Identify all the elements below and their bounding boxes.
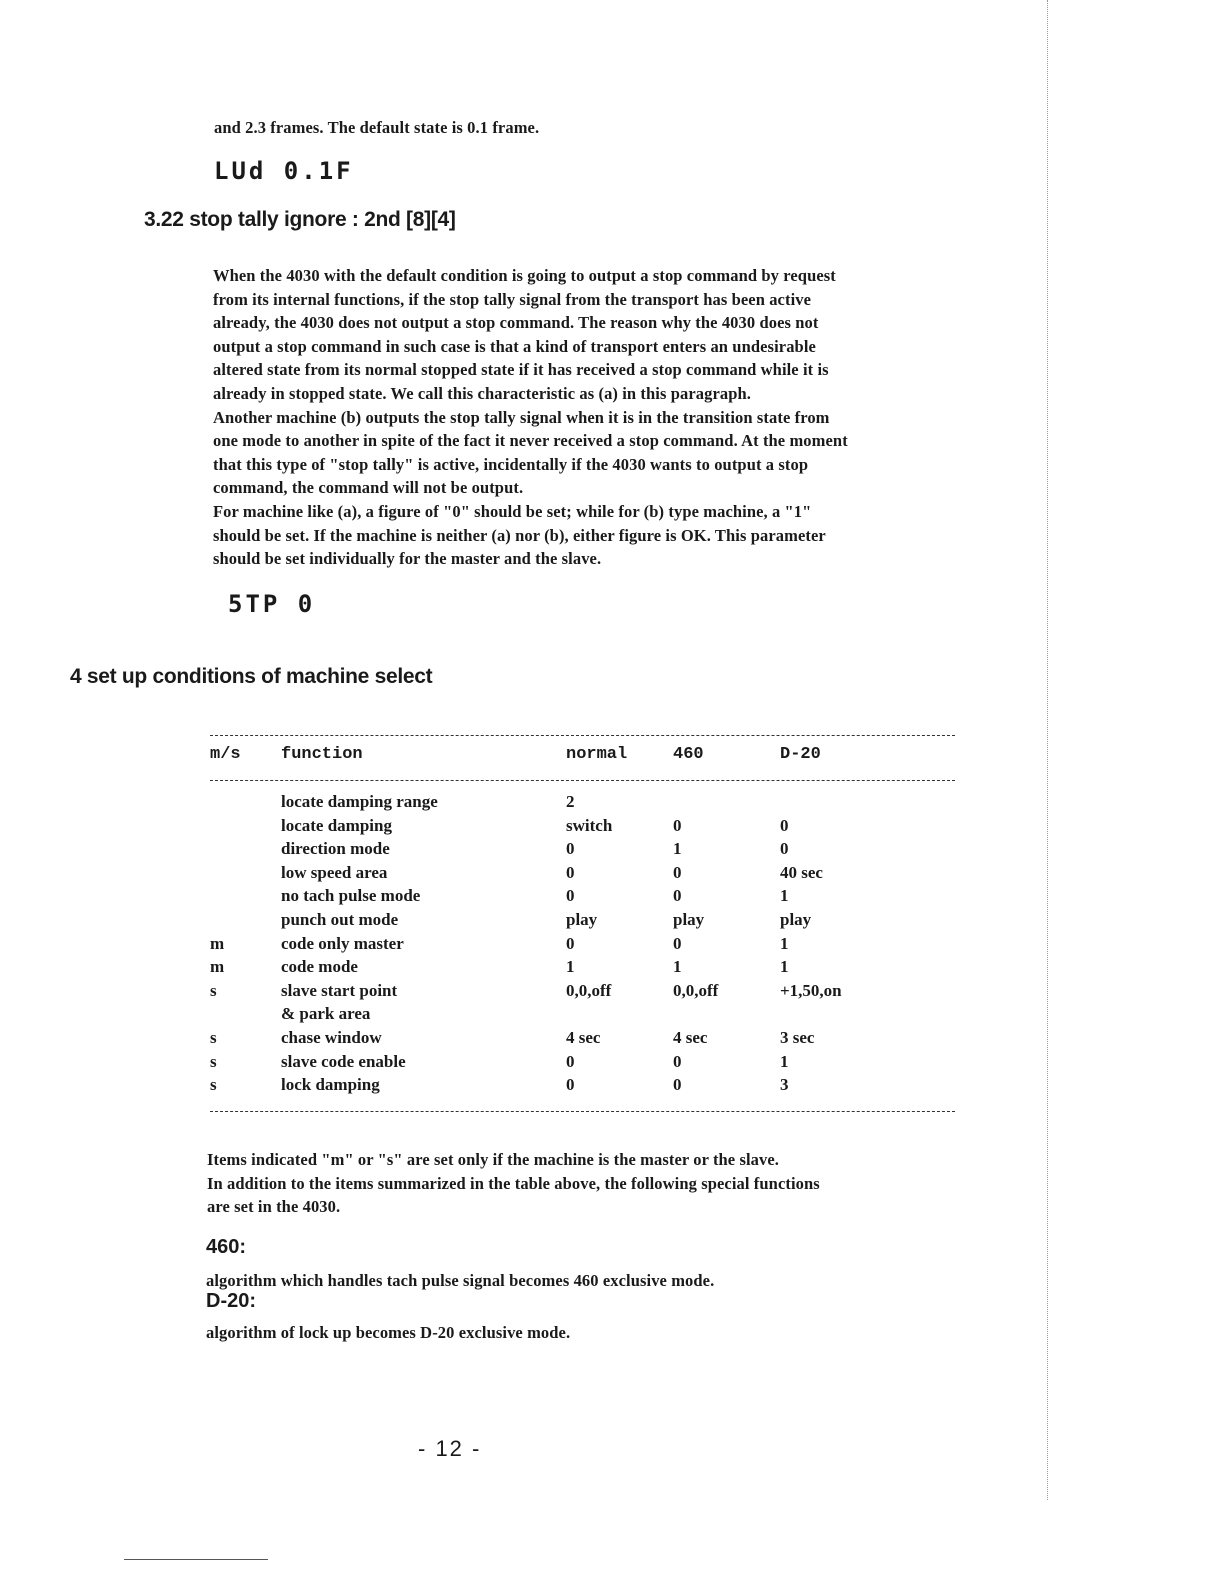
cell-460: 0 [673,933,682,953]
table-header-row [0,745,1224,769]
cell-function: punch out mode [281,910,399,929]
cell-normal: 4 sec [566,1028,601,1047]
cell-ms: s [210,1028,217,1047]
para-line: one mode to another in spite of the fact it never received a stop command. At the moment [213,431,848,451]
cell-d20: 0 [780,815,789,835]
para-line: should be set individually for the master and the slave. [213,549,602,569]
cell-460: 0 [673,862,682,882]
page-number: - 12 - [418,1436,482,1461]
cell-function: low speed area [281,862,388,882]
cell-function: locate damping [281,815,392,835]
header-ms: m/s [210,745,241,764]
table-header-rule [210,780,955,781]
cell-ms: s [210,980,217,1000]
cell-460: 0 [673,1051,682,1071]
table-row [0,957,1224,981]
table-row [0,1075,1224,1099]
special-d20-text: algorithm of lock up becomes D-20 exclusive mode. [206,1323,571,1342]
table-row [0,910,1224,934]
table-row [0,934,1224,958]
header-normal: normal [566,745,628,764]
cell-460: 0 [673,1075,682,1095]
section-title: stop tally ignore : 2nd [8][4] [189,208,456,231]
header-d20: D-20 [780,745,821,764]
para-line: that this type of "stop tally" is active, incidentally if the 4030 wants to output a stop [213,454,809,474]
para-line: For machine like (a), a figure of "0" should be set; while for (b) type machine, a "1" [213,501,812,521]
cell-460: play [673,910,705,929]
special-460-heading: 460: [206,1236,247,1258]
section-3-22-heading [144,208,456,232]
cell-function: code only master [281,933,404,953]
para-line: output a stop command in such case is that a kind of transport enters an undesirable [213,336,816,356]
cell-function: slave start point [281,980,398,1000]
cell-ms: m [210,933,225,953]
cell-normal: play [566,910,598,929]
table-notes [207,1148,987,1219]
cell-d20: 40 sec [780,862,823,882]
para-line: Another machine (b) outputs the stop tally signal when it is in the transition state from [213,407,830,427]
cell-normal: 2 [566,792,575,811]
cell-460: 0 [673,886,682,906]
para-line: already, the 4030 does not output a stop command. The reason why the 4030 does not [213,313,819,333]
section-4-heading: 4 set up conditions of machine select [70,665,433,688]
table-row [0,863,1224,887]
cell-function: & park area [281,1004,371,1024]
cell-function: locate damping range [281,792,438,811]
cell-d20: 3 sec [780,1028,815,1047]
section-number: 3.22 [144,208,184,231]
table-row [0,1004,1224,1028]
cell-function: lock damping [281,1075,380,1095]
stop-tally-paragraph [213,264,973,571]
cell-normal: 0 [566,933,575,953]
cell-normal: 0 [566,886,575,906]
cell-normal: switch [566,815,613,835]
footer-blue-line [124,1559,268,1560]
table-bottom-rule [210,1111,955,1112]
cell-function: direction mode [281,839,390,859]
para-line: When the 4030 with the default condition is going to output a stop command by request [213,266,836,285]
para-line: should be set. If the machine is neither (a) nor (b), either figure is OK. This parameter [213,525,826,545]
table-top-rule [210,735,955,736]
cell-460: 0 [673,815,682,835]
header-460: 460 [673,745,704,764]
cell-d20: 1 [780,933,789,953]
note-line: are set in the 4030. [207,1197,341,1217]
note-line: Items indicated "m" or "s" are set only if the machine is the master or the slave. [207,1150,780,1169]
para-line: from its internal functions, if the stop tally signal from the transport has been active [213,289,812,309]
cell-function: no tach pulse mode [281,886,421,906]
lcd-display-lvd: LUd 0.1F [214,157,354,185]
cell-d20: +1,50,on [780,980,842,1000]
cell-460: 4 sec [673,1028,708,1047]
cell-ms: s [210,1075,217,1095]
cell-normal: 0,0,off [566,980,612,1000]
table-row [0,886,1224,910]
table-row [0,792,1224,816]
para-line: altered state from its normal stopped state if it has received a stop command while it is [213,360,829,380]
cell-d20: 1 [780,957,789,977]
para-line: command, the command will not be output. [213,478,524,498]
cell-normal: 1 [566,957,575,977]
lcd-display-stp: 5TP 0 [228,590,316,618]
special-d20-heading: D-20: [206,1290,257,1312]
cell-function: chase window [281,1028,382,1047]
cell-d20: 1 [780,1051,789,1071]
cell-d20: 0 [780,839,789,859]
cell-normal: 0 [566,862,575,882]
cell-d20: 3 [780,1075,789,1095]
cell-function: code mode [281,957,358,977]
cell-function: slave code enable [281,1051,406,1071]
table-row [0,839,1224,863]
special-460-text: algorithm which handles tach pulse signal becomes 460 exclusive mode. [206,1271,715,1290]
cell-d20: 1 [780,886,789,906]
cell-ms: m [210,957,225,977]
cell-ms: s [210,1051,217,1071]
cell-460: 0,0,off [673,980,719,1000]
para-line: already in stopped state. We call this characteristic as (a) in this paragraph. [213,383,752,403]
cell-normal: 0 [566,839,575,859]
cell-460: 1 [673,839,682,859]
cell-460: 1 [673,957,682,977]
table-row [0,816,1224,840]
cell-d20: play [780,910,812,929]
cell-normal: 0 [566,1051,575,1071]
table-row [0,1028,1224,1052]
header-function: function [281,745,363,764]
cell-normal: 0 [566,1075,575,1095]
table-row [0,981,1224,1005]
intro-line: and 2.3 frames. The default state is 0.1 frame. [214,118,540,137]
note-line: In addition to the items summarized in the table above, the following special functions [207,1173,820,1193]
table-row [0,1052,1224,1076]
